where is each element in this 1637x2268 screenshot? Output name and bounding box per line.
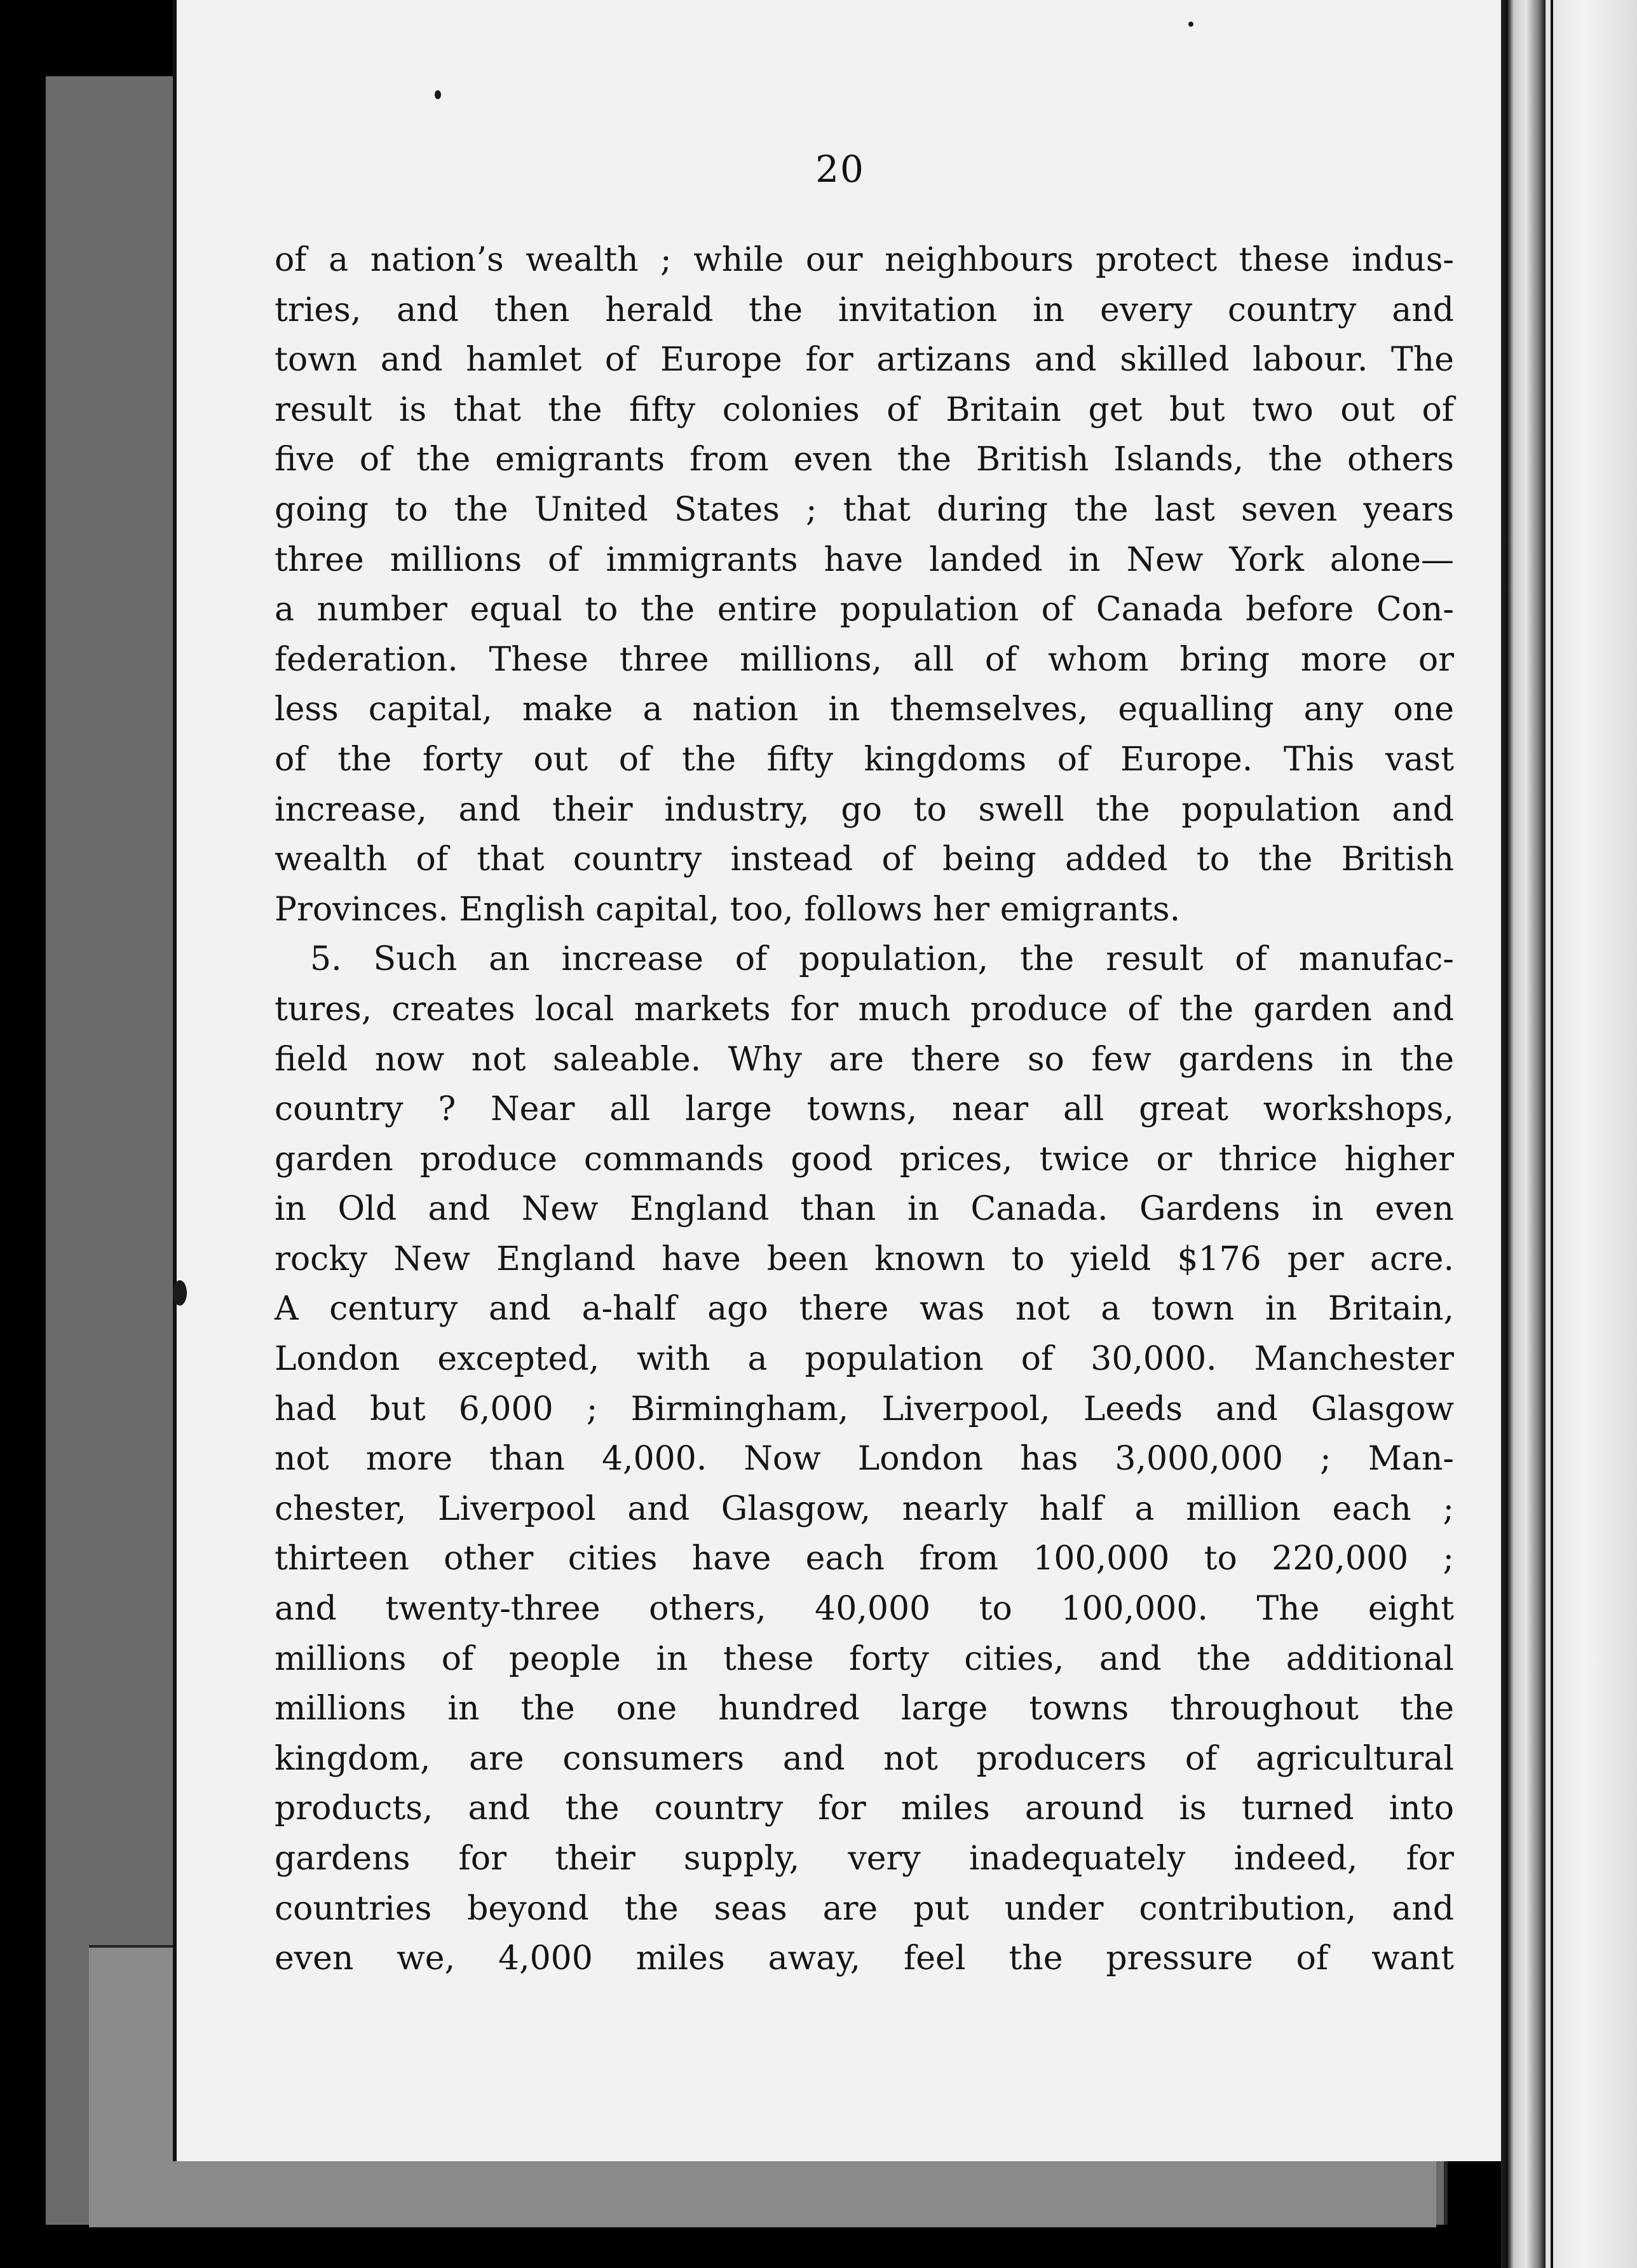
text-line: Provinces. English capital, too, follows her emigrants. <box>275 890 1181 929</box>
text-line: kingdom, are consumers and not producers of agricultural <box>275 1739 1454 1778</box>
text-line: tries, and then herald the invitation in every country and <box>275 290 1454 329</box>
text-line: wealth of that country instead of being added to the British <box>275 840 1454 879</box>
text-line: products, and the country for miles around is turned into <box>275 1789 1454 1828</box>
text-line: of a nation’s wealth ; while our neighbours protect these indus- <box>275 241 1454 279</box>
page-binding <box>1501 0 1545 2268</box>
text-line: increase, and their industry, go to swell the population and <box>275 790 1454 829</box>
text-line: London excepted, with a population of 30,000. Manchester <box>275 1340 1454 1379</box>
ink-speck <box>1188 22 1193 27</box>
page-number: 20 <box>815 147 865 191</box>
text-line: even we, 4,000 miles away, feel the pressure of want <box>275 1939 1454 1978</box>
body-text <box>275 235 1454 1984</box>
text-line: not more than 4,000. Now London has 3,000,000 ; Man- <box>275 1440 1454 1479</box>
text-line: and twenty-three others, 40,000 to 100,000. The eight <box>275 1590 1454 1629</box>
text-line: millions in the one hundred large towns throughout the <box>275 1690 1454 1728</box>
text-line: countries beyond the seas are put under contribution, and <box>275 1889 1454 1928</box>
text-line: A century and a-half ago there was not a town in Britain, <box>275 1290 1454 1329</box>
edge-line <box>1551 0 1553 2268</box>
text-line: result is that the fifty colonies of Britain get but two out of <box>275 390 1454 429</box>
text-line: a number equal to the entire population of Canada before Con- <box>275 591 1454 629</box>
text-line: gardens for their supply, very inadequately indeed, for <box>275 1840 1454 1878</box>
text-line: millions of people in these forty cities, and the additional <box>275 1639 1454 1678</box>
text-line: had but 6,000 ; Birmingham, Liverpool, Leeds and Glasgow <box>275 1390 1454 1428</box>
text-line: thirteen other cities have each from 100,000 to 220,000 ; <box>275 1540 1454 1578</box>
book-page <box>173 0 1504 2161</box>
text-line: 5. Such an increase of population, the result of manufac- <box>310 940 1454 979</box>
text-line: field now not saleable. Why are there so few gardens in the <box>275 1040 1454 1079</box>
text-line: town and hamlet of Europe for artizans and skilled labour. The <box>275 341 1454 379</box>
text-line: chester, Liverpool and Glasgow, nearly half a million each ; <box>275 1489 1454 1528</box>
text-line: federation. These three millions, all of whom bring more or <box>275 640 1454 679</box>
text-line: garden produce commands good prices, twice or thrice higher <box>275 1140 1454 1178</box>
ink-speck <box>173 1280 187 1306</box>
adjacent-page-edge <box>1545 0 1637 2268</box>
text-line: three millions of immigrants have landed in New York alone— <box>275 540 1454 579</box>
text-line: in Old and New England than in Canada. Gardens in even <box>275 1190 1454 1229</box>
text-line: of the forty out of the fifty kingdoms of Europe. This vast <box>275 740 1454 779</box>
text-line: less capital, make a nation in themselves, equalling any one <box>275 690 1454 729</box>
text-line: rocky New England have been known to yield $176 per acre. <box>275 1240 1454 1278</box>
ink-speck <box>435 90 441 99</box>
text-line: going to the United States ; that during the last seven years <box>275 490 1454 529</box>
text-line: tures, creates local markets for much produce of the garden and <box>275 990 1454 1028</box>
text-line: country ? Near all large towns, near all great workshops, <box>275 1090 1454 1129</box>
text-line: five of the emigrants from even the British Islands, the others <box>275 441 1454 479</box>
